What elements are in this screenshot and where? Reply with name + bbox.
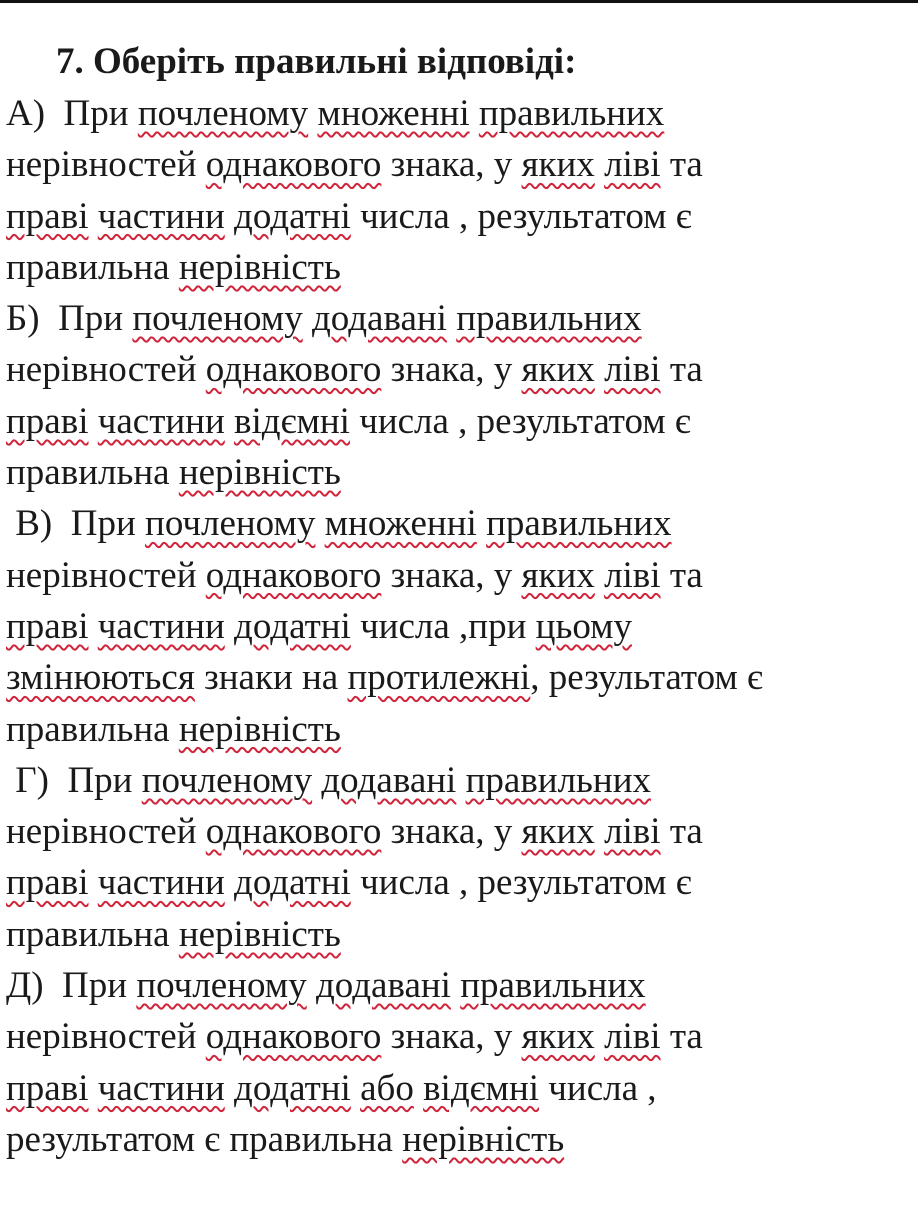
spellcheck-word: правильних xyxy=(465,759,652,801)
text-segment xyxy=(225,606,234,647)
text-segment: знака, у xyxy=(381,144,522,186)
text-line xyxy=(6,806,911,857)
text-segment xyxy=(456,760,465,801)
text-segment xyxy=(595,1016,604,1057)
text-segment: знака, у xyxy=(381,349,522,391)
text-segment: нерівностей xyxy=(6,144,206,186)
answer-options xyxy=(6,88,911,1165)
spellcheck-word: правильних xyxy=(456,298,642,340)
option-v xyxy=(6,498,911,754)
spellcheck-word: яких xyxy=(521,554,595,596)
text-segment: та xyxy=(660,554,703,596)
top-border-line xyxy=(0,0,918,3)
text-line xyxy=(6,652,911,703)
text-segment: нерівностей xyxy=(6,1016,206,1058)
spellcheck-word: праві xyxy=(6,1067,89,1109)
text-segment: нерівностей xyxy=(6,811,206,853)
spellcheck-word: частини xyxy=(97,862,225,904)
text-line xyxy=(6,88,911,139)
spellcheck-word: цьому xyxy=(535,605,633,647)
text-segment: числа , результатом є xyxy=(350,195,692,237)
spellcheck-word: ліві xyxy=(604,349,661,391)
text-segment xyxy=(447,298,456,339)
spellcheck-word: множенні xyxy=(324,503,477,545)
text-segment: Б) При xyxy=(6,298,133,340)
spellcheck-word: частини xyxy=(97,605,225,647)
text-segment: та xyxy=(660,1016,703,1058)
text-segment: правильна xyxy=(6,708,179,750)
spellcheck-word: яких xyxy=(521,144,595,186)
text-line xyxy=(6,857,911,908)
text-segment xyxy=(315,503,324,544)
text-line xyxy=(6,191,911,242)
text-line xyxy=(6,755,911,806)
text-segment: знака, у xyxy=(381,811,522,853)
text-line xyxy=(6,447,911,498)
spellcheck-word: відємні xyxy=(234,400,350,442)
text-segment: Д) При xyxy=(6,965,137,1007)
spellcheck-word: яких xyxy=(521,811,595,853)
text-segment xyxy=(225,862,234,903)
spellcheck-word: почленому xyxy=(145,503,316,545)
spellcheck-word: нерівність xyxy=(402,1118,565,1160)
text-segment: В) При xyxy=(6,503,146,545)
text-segment: та xyxy=(660,811,703,853)
text-segment: результатом є правильна xyxy=(6,1118,403,1160)
text-line xyxy=(6,498,911,549)
text-segment: знака, у xyxy=(381,554,522,596)
text-segment xyxy=(595,144,604,185)
spellcheck-word: нерівність xyxy=(178,913,341,955)
spellcheck-word: почленому xyxy=(141,759,313,801)
spellcheck-word: праві xyxy=(6,195,89,237)
spellcheck-word: частини xyxy=(97,1067,225,1109)
text-line xyxy=(6,293,911,344)
spellcheck-word: правильних xyxy=(478,93,665,134)
spellcheck-word: додатні xyxy=(234,1067,351,1109)
text-segment: нерівностей xyxy=(6,554,206,596)
spellcheck-word: нерівність xyxy=(178,708,341,750)
spellcheck-word: однакового xyxy=(205,811,382,853)
text-line xyxy=(6,909,911,960)
spellcheck-word: множенні xyxy=(317,93,470,134)
spellcheck-word: додавані xyxy=(315,965,451,1007)
option-a xyxy=(6,88,911,293)
text-segment xyxy=(88,1068,97,1109)
text-line xyxy=(6,242,911,293)
text-segment xyxy=(477,503,486,544)
text-segment: числа , результатом є xyxy=(350,862,692,904)
spellcheck-word: додавані xyxy=(321,759,457,801)
text-line xyxy=(6,1114,911,1165)
spellcheck-word: додатні xyxy=(234,605,351,647)
spellcheck-word: додавані xyxy=(311,298,447,340)
text-segment: , результатом є xyxy=(530,657,763,699)
text-line xyxy=(6,601,911,652)
text-segment: правильна xyxy=(6,246,179,288)
spellcheck-word: ліві xyxy=(604,811,661,853)
text-segment xyxy=(225,401,234,442)
spellcheck-word: або xyxy=(360,1067,414,1109)
text-segment: та xyxy=(660,144,703,186)
spellcheck-word: однакового xyxy=(205,554,382,596)
text-segment xyxy=(451,965,460,1006)
text-segment xyxy=(88,401,97,442)
text-line xyxy=(6,1063,911,1114)
spellcheck-word: яких xyxy=(521,1016,595,1058)
text-segment xyxy=(88,606,97,647)
spellcheck-word: ліві xyxy=(604,1016,661,1058)
spellcheck-word: почленому xyxy=(132,298,303,340)
spellcheck-word: нерівність xyxy=(178,452,341,494)
text-segment: Г) При xyxy=(6,759,142,801)
text-line xyxy=(6,139,911,190)
text-segment xyxy=(595,811,604,852)
text-segment xyxy=(414,1068,423,1109)
spellcheck-word: протилежні xyxy=(347,657,531,699)
text-segment xyxy=(88,862,97,903)
spellcheck-word: нерівність xyxy=(178,246,341,288)
spellcheck-word: однакового xyxy=(205,349,382,391)
text-segment xyxy=(303,298,312,339)
spellcheck-word: правильних xyxy=(486,503,672,545)
document-body xyxy=(6,36,911,1165)
text-line xyxy=(6,550,911,601)
option-g xyxy=(6,755,911,960)
text-segment xyxy=(88,196,97,237)
text-line xyxy=(6,1011,911,1062)
text-segment: нерівностей xyxy=(6,349,206,391)
spellcheck-word: додатні xyxy=(234,862,351,904)
text-segment: числа , xyxy=(539,1067,657,1109)
spellcheck-word: ліві xyxy=(604,554,661,596)
text-segment xyxy=(225,196,234,237)
text-segment: правильна xyxy=(6,913,179,955)
text-segment: знаки на xyxy=(194,657,348,699)
spellcheck-word: праві xyxy=(6,862,89,904)
option-d xyxy=(6,960,911,1165)
spellcheck-word: ліві xyxy=(604,144,661,186)
text-line xyxy=(6,396,911,447)
spellcheck-word: правильних xyxy=(460,965,646,1007)
spellcheck-word: яких xyxy=(521,349,595,391)
text-line xyxy=(6,344,911,395)
spellcheck-word: відємні xyxy=(423,1067,540,1109)
question-heading: 7. Оберіть правильні відповіді: xyxy=(56,41,577,82)
spellcheck-word: змінюються xyxy=(6,657,195,699)
spellcheck-word: додатні xyxy=(234,195,351,237)
text-segment: А) При xyxy=(6,93,138,134)
text-segment xyxy=(595,555,604,596)
text-segment xyxy=(595,349,604,390)
text-segment xyxy=(307,965,316,1006)
text-segment xyxy=(351,1068,360,1109)
text-segment: правильна xyxy=(6,452,179,494)
text-segment: числа ,при xyxy=(350,605,536,647)
spellcheck-word: праві xyxy=(6,400,89,442)
spellcheck-word: частини xyxy=(97,400,225,442)
text-line xyxy=(6,704,911,755)
text-segment xyxy=(470,93,479,134)
option-b xyxy=(6,293,911,498)
text-segment xyxy=(225,1068,234,1109)
spellcheck-word: однакового xyxy=(205,1016,382,1058)
text-segment: знака, у xyxy=(381,1016,522,1058)
text-segment: числа , результатом є xyxy=(349,400,691,442)
spellcheck-word: почленому xyxy=(136,965,307,1007)
spellcheck-word: частини xyxy=(97,195,225,237)
spellcheck-word: праві xyxy=(6,605,89,647)
spellcheck-word: однакового xyxy=(205,144,382,186)
text-line xyxy=(6,960,911,1011)
text-segment xyxy=(312,760,321,801)
spellcheck-word: почленому xyxy=(137,93,309,134)
text-segment: та xyxy=(660,349,703,391)
